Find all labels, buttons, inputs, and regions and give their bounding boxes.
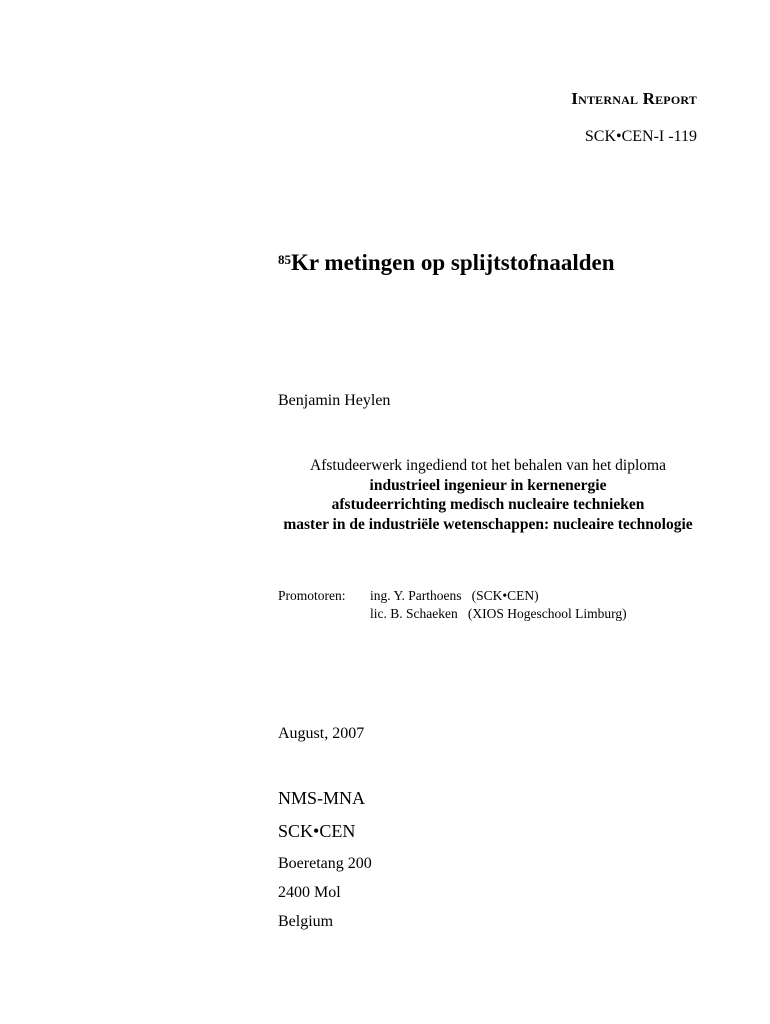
promotor-row (278, 605, 627, 623)
thesis-degree-line-2: afstudeerrichting medisch nucleaire technieken (331, 496, 645, 513)
promotors-label-spacer (278, 605, 370, 623)
report-number: SCK•CEN-I -119 (584, 128, 697, 145)
organisation: SCK•CEN (278, 821, 356, 841)
author-name: Benjamin Heylen (278, 392, 391, 409)
address-street: Boeretang 200 (278, 855, 372, 872)
title-text: Kr metingen op splijtstofnaalden (291, 250, 615, 275)
promotors-label: Promotoren: (278, 588, 346, 603)
document-title (278, 250, 615, 276)
isotope-mass-number: 85 (278, 252, 291, 267)
thesis-degree-line-1: industrieel ingenieur in kernenergie (369, 476, 607, 494)
department: NMS-MNA (278, 788, 366, 808)
promotor-2: lic. B. Schaeken (XIOS Hogeschool Limburg) (370, 606, 627, 621)
thesis-statement (278, 456, 698, 534)
report-type: Internal Report (571, 89, 697, 108)
publication-date: August, 2007 (278, 725, 365, 742)
promotors-block (278, 587, 627, 623)
promotor-row (278, 587, 627, 605)
thesis-intro: Afstudeerwerk ingediend tot het behalen van het diploma (310, 457, 666, 474)
address-city: 2400 Mol (278, 884, 341, 901)
address-country: Belgium (278, 913, 334, 930)
promotor-1: ing. Y. Parthoens (SCK•CEN) (370, 588, 539, 603)
thesis-degree-line-3: master in de industriële wetenschappen: nucleaire technologie (283, 515, 693, 533)
